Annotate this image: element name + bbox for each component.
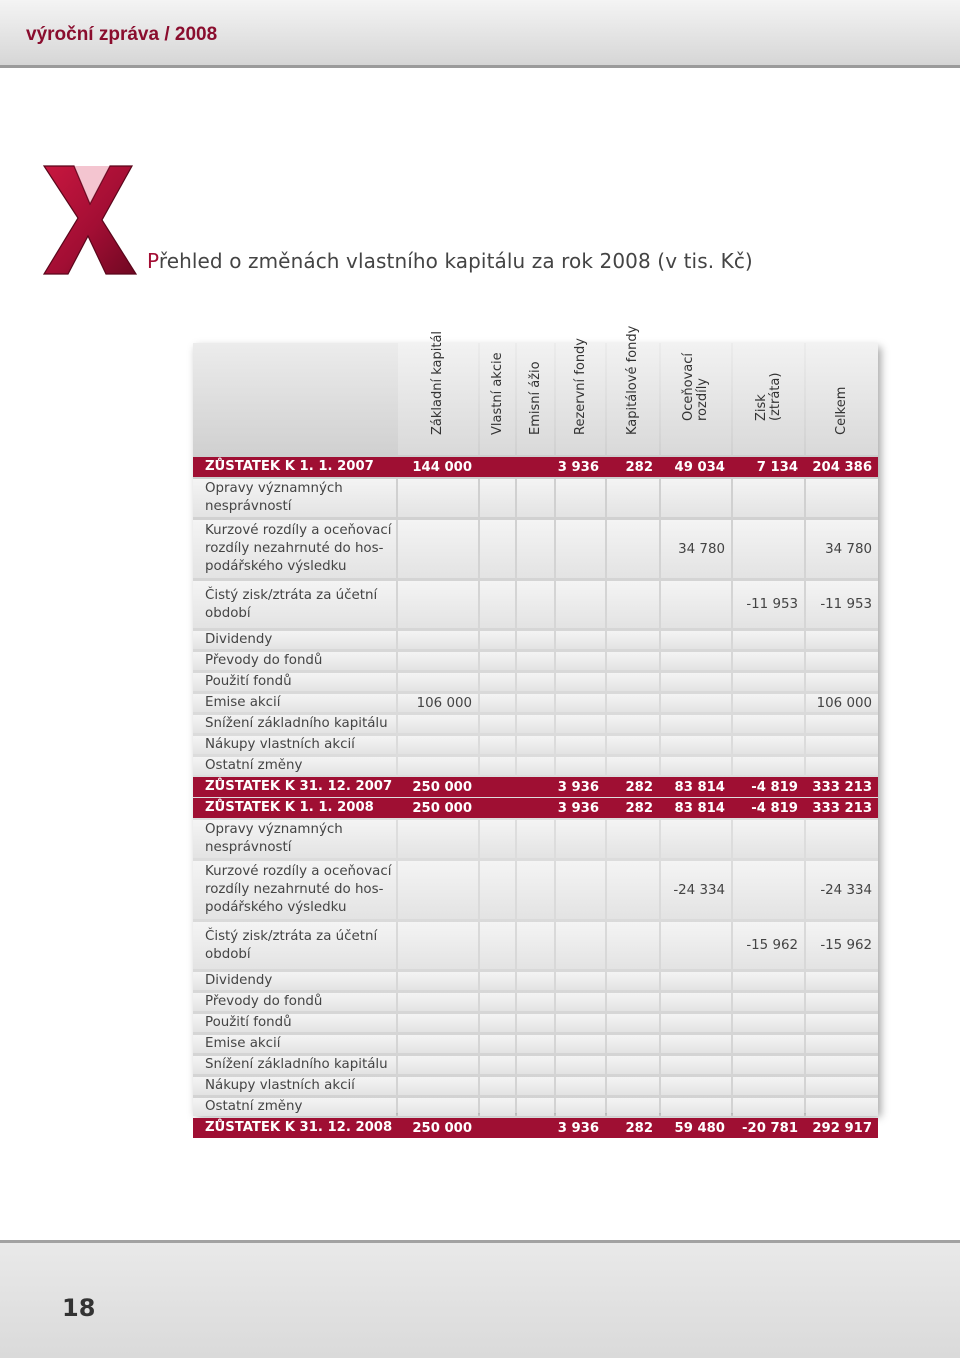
cell-value [517, 777, 554, 797]
cell-value: -15 962 [746, 938, 798, 953]
cell-value [517, 651, 554, 671]
cell-value [661, 971, 731, 991]
cell-value [480, 777, 515, 797]
cell-value [733, 1013, 804, 1033]
cell-value [556, 819, 605, 859]
cell-value [480, 735, 515, 755]
row-label: Převody do fondů [205, 994, 323, 1009]
cell-value [556, 1097, 605, 1117]
row-label: Emise akcií [205, 1036, 281, 1051]
cell-value: 282 [625, 459, 653, 475]
cell-value [517, 672, 554, 692]
table-row [193, 1013, 878, 1033]
table-row [193, 1034, 878, 1054]
cell-value [661, 1076, 731, 1096]
cell-value [398, 478, 478, 518]
cell-value [733, 1076, 804, 1096]
table-row [193, 478, 878, 518]
cell-value [398, 1076, 478, 1096]
cell-value [556, 519, 605, 579]
cell-value [806, 971, 878, 991]
cell-value [607, 756, 659, 776]
cell-value [661, 1013, 731, 1033]
table-row [193, 630, 878, 650]
cell-value [556, 971, 605, 991]
cell-value [607, 630, 659, 650]
cell-value [806, 672, 878, 692]
cell-value [480, 860, 515, 920]
table-row [193, 672, 878, 692]
table-row [193, 921, 878, 970]
column-header-label: Základní kapitál [430, 330, 445, 435]
cell-value [517, 630, 554, 650]
cell-value [661, 693, 731, 713]
column-header-label: Kapitálové fondy [625, 325, 640, 435]
cell-value: 49 034 [674, 459, 725, 475]
cell-value [556, 992, 605, 1012]
cell-value [556, 580, 605, 629]
cell-value [480, 672, 515, 692]
cell-value [733, 478, 804, 518]
cell-value [661, 1097, 731, 1117]
column-header [556, 337, 605, 455]
table-row [193, 693, 878, 713]
cell-value [607, 693, 659, 713]
table-row [193, 714, 878, 734]
cell-value [517, 580, 554, 629]
cell-value [517, 1097, 554, 1117]
table-row [193, 580, 878, 629]
cell-value [398, 819, 478, 859]
column-header [661, 343, 731, 455]
cell-value [733, 630, 804, 650]
cell-value [517, 971, 554, 991]
cell-value [480, 580, 515, 629]
cell-value [661, 651, 731, 671]
report-title: výroční zpráva / 2008 [26, 24, 218, 45]
cell-value [480, 1034, 515, 1054]
cell-value [607, 992, 659, 1012]
cell-value [607, 971, 659, 991]
cell-value [480, 971, 515, 991]
cell-value [806, 714, 878, 734]
cell-value [480, 756, 515, 776]
cell-value [607, 1055, 659, 1075]
cell-value [398, 714, 478, 734]
cell-value [556, 860, 605, 920]
cell-value [398, 735, 478, 755]
cell-value: 250 000 [412, 779, 472, 795]
balance-row [193, 798, 878, 818]
row-label: Čistý zisk/ztráta za účetní období [205, 587, 378, 621]
cell-value [480, 651, 515, 671]
cell-value [607, 1076, 659, 1096]
cell-value [517, 1076, 554, 1096]
cell-value: 106 000 [816, 695, 872, 711]
table-row [193, 860, 878, 920]
cell-value [556, 756, 605, 776]
cell-value [733, 1097, 804, 1117]
cell-value [398, 651, 478, 671]
cell-value [398, 630, 478, 650]
cell-value [480, 1076, 515, 1096]
cell-value [556, 1055, 605, 1075]
cell-value [517, 519, 554, 579]
cell-value [607, 519, 659, 579]
cell-value: 34 780 [825, 541, 872, 557]
cell-value: 282 [625, 779, 653, 795]
page-number: 18 [62, 1294, 96, 1322]
cell-value [517, 992, 554, 1012]
cell-value [480, 992, 515, 1012]
cell-value [661, 819, 731, 859]
cell-value [556, 1013, 605, 1033]
cell-value: 333 213 [812, 779, 872, 795]
cell-value [480, 1097, 515, 1117]
cell-value [556, 672, 605, 692]
column-header-label: Emisní ážio [527, 361, 543, 435]
cell-value [733, 714, 804, 734]
cell-value [480, 1118, 515, 1138]
cell-value [806, 651, 878, 671]
column-header [607, 325, 659, 455]
cell-value [806, 1055, 878, 1075]
row-label: Opravy významných nesprávností [205, 822, 343, 855]
cell-value: 59 480 [674, 1120, 725, 1136]
table-row [193, 1055, 878, 1075]
cell-value [398, 519, 478, 579]
cell-value [733, 756, 804, 776]
cell-value [661, 580, 731, 629]
table-row [193, 992, 878, 1012]
cell-value [661, 1034, 731, 1054]
row-label: ZŮSTATEK K 1. 1. 2007 [205, 459, 374, 474]
cell-value [661, 478, 731, 518]
cell-value [806, 630, 878, 650]
column-header-label: Rezervní fondy [572, 337, 588, 435]
equity-changes-table [193, 325, 878, 1136]
cell-value: -4 819 [751, 779, 798, 795]
row-label: Převody do fondů [205, 653, 323, 668]
cell-value [398, 1097, 478, 1117]
cell-value: 106 000 [416, 695, 472, 711]
cell-value [806, 1034, 878, 1054]
row-label: Dividendy [205, 632, 273, 647]
cell-value: 3 936 [557, 800, 599, 816]
cell-value [480, 457, 515, 477]
cell-value [661, 756, 731, 776]
cell-value: 250 000 [412, 800, 472, 816]
cell-value [806, 819, 878, 859]
cell-value [733, 1034, 804, 1054]
cell-value [398, 1013, 478, 1033]
cell-value [398, 756, 478, 776]
column-header [517, 343, 554, 455]
cell-value: 7 134 [756, 459, 798, 475]
page-footer-bar [0, 1240, 960, 1358]
cell-value [733, 971, 804, 991]
cell-value [806, 1076, 878, 1096]
column-header [806, 343, 878, 455]
row-label: Použití fondů [205, 674, 292, 689]
cell-value [556, 735, 605, 755]
cell-value [806, 1013, 878, 1033]
cell-value [806, 1097, 878, 1117]
chapter-letter-x [40, 158, 140, 278]
cell-value: 3 936 [557, 459, 599, 475]
row-label: Snížení základního kapitálu [205, 1057, 388, 1072]
cell-value [517, 756, 554, 776]
cell-value [398, 860, 478, 920]
cell-value [556, 1076, 605, 1096]
cell-value: 292 917 [812, 1120, 872, 1136]
cell-value [398, 971, 478, 991]
row-label: ZŮSTATEK K 31. 12. 2008 [205, 1120, 393, 1135]
column-header [398, 330, 478, 455]
cell-value: 34 780 [678, 541, 725, 557]
row-label: Kurzové rozdíly a oceňovací rozdíly nezahrnuté do hos- podářského výsledku [205, 523, 392, 574]
cell-value [661, 672, 731, 692]
cell-value [556, 1034, 605, 1054]
cell-value [517, 798, 554, 818]
cell-value [607, 1013, 659, 1033]
table-row [193, 1097, 878, 1117]
cell-value [398, 1055, 478, 1075]
cell-value: 83 814 [674, 779, 725, 795]
table-row [193, 756, 878, 776]
cell-value [517, 714, 554, 734]
cell-value [480, 478, 515, 518]
cell-value [517, 819, 554, 859]
table-row [193, 971, 878, 991]
cell-value [556, 693, 605, 713]
page-heading [147, 249, 753, 273]
column-header-label: Zisk (ztráta) [753, 372, 783, 421]
cell-value: 83 814 [674, 800, 725, 816]
cell-value: -4 819 [751, 800, 798, 816]
cell-value: -24 334 [820, 882, 872, 898]
row-label: Nákupy vlastních akcií [205, 737, 355, 752]
cell-value [480, 1055, 515, 1075]
cell-value: -11 953 [820, 597, 872, 612]
cell-value: 3 936 [557, 1120, 599, 1136]
table-row [193, 519, 878, 579]
cell-value [517, 1034, 554, 1054]
table-row [193, 735, 878, 755]
cell-value [661, 992, 731, 1012]
cell-value [556, 630, 605, 650]
cell-value [733, 992, 804, 1012]
row-label: ZŮSTATEK K 31. 12. 2007 [205, 779, 393, 794]
cell-value [607, 651, 659, 671]
cell-value [398, 1034, 478, 1054]
cell-value [806, 756, 878, 776]
cell-value [517, 860, 554, 920]
cell-value [480, 630, 515, 650]
cell-value [607, 860, 659, 920]
cell-value [806, 735, 878, 755]
page-header-bar [0, 0, 960, 68]
cell-value [517, 735, 554, 755]
heading-text: řehled o změnách vlastního kapitálu za rok 2008 (v tis. Kč) [158, 249, 753, 273]
table-row [193, 819, 878, 859]
cell-value [480, 819, 515, 859]
cell-value [556, 921, 605, 970]
cell-value [398, 992, 478, 1012]
cell-value: 282 [625, 800, 653, 816]
balance-row [193, 777, 878, 797]
cell-value [733, 672, 804, 692]
cell-value [733, 651, 804, 671]
cell-value [607, 478, 659, 518]
cell-value [517, 1055, 554, 1075]
column-header [733, 343, 804, 455]
cell-value [517, 1118, 554, 1138]
cell-value [806, 478, 878, 518]
cell-value: -24 334 [673, 882, 725, 898]
cell-value [480, 519, 515, 579]
cell-value: 250 000 [412, 1120, 472, 1136]
row-label: Dividendy [205, 973, 273, 988]
cell-value [398, 580, 478, 629]
cell-value [607, 819, 659, 859]
cell-value [661, 1055, 731, 1075]
cell-value: -11 953 [746, 597, 798, 612]
cell-value [607, 580, 659, 629]
cell-value [398, 921, 478, 970]
cell-value [607, 714, 659, 734]
cell-value [733, 693, 804, 713]
heading-initial: P [147, 249, 159, 273]
cell-value [733, 735, 804, 755]
row-label: Opravy významných nesprávností [205, 481, 343, 514]
cell-value [661, 714, 731, 734]
cell-value [556, 714, 605, 734]
cell-value [556, 651, 605, 671]
row-label: Snížení základního kapitálu [205, 716, 388, 731]
cell-value [480, 1013, 515, 1033]
cell-value [733, 819, 804, 859]
cell-value [806, 992, 878, 1012]
column-header [480, 343, 515, 455]
cell-value: 144 000 [412, 459, 472, 475]
balance-row [193, 457, 878, 477]
cell-value [607, 735, 659, 755]
cell-value [517, 478, 554, 518]
cell-value [661, 630, 731, 650]
cell-value [733, 1055, 804, 1075]
cell-value [733, 860, 804, 920]
cell-value [661, 921, 731, 970]
cell-value [607, 672, 659, 692]
row-label: Emise akcií [205, 695, 281, 710]
cell-value [607, 921, 659, 970]
cell-value [517, 457, 554, 477]
column-header-label: Oceňovací rozdíly [681, 353, 710, 421]
cell-value [480, 921, 515, 970]
row-label: Kurzové rozdíly a oceňovací rozdíly nezahrnuté do hos- podářského výsledku [205, 864, 392, 915]
row-label: Použití fondů [205, 1015, 292, 1030]
cell-value [607, 1034, 659, 1054]
cell-value [733, 519, 804, 579]
cell-value: 3 936 [557, 779, 599, 795]
row-label: Ostatní změny [205, 758, 303, 773]
cell-value [480, 693, 515, 713]
cell-value: 282 [625, 1120, 653, 1136]
table-row [193, 1076, 878, 1096]
cell-value [480, 714, 515, 734]
table-row [193, 651, 878, 671]
cell-value: -15 962 [820, 938, 872, 953]
cell-value [607, 1097, 659, 1117]
cell-value [556, 478, 605, 518]
row-label: ZŮSTATEK K 1. 1. 2008 [205, 800, 374, 815]
cell-value [517, 1013, 554, 1033]
column-header-label: Celkem [834, 386, 849, 435]
balance-row [193, 1118, 878, 1138]
cell-value [661, 735, 731, 755]
column-header-label: Vlastní akcie [489, 352, 505, 435]
row-label: Ostatní změny [205, 1099, 303, 1114]
cell-value: -20 781 [742, 1120, 798, 1136]
cell-value: 204 386 [812, 459, 872, 475]
cell-value [480, 798, 515, 818]
cell-value [517, 693, 554, 713]
row-label: Čistý zisk/ztráta za účetní období [205, 928, 378, 962]
row-label: Nákupy vlastních akcií [205, 1078, 355, 1093]
cell-value: 333 213 [812, 800, 872, 816]
cell-value [517, 921, 554, 970]
cell-value [398, 672, 478, 692]
